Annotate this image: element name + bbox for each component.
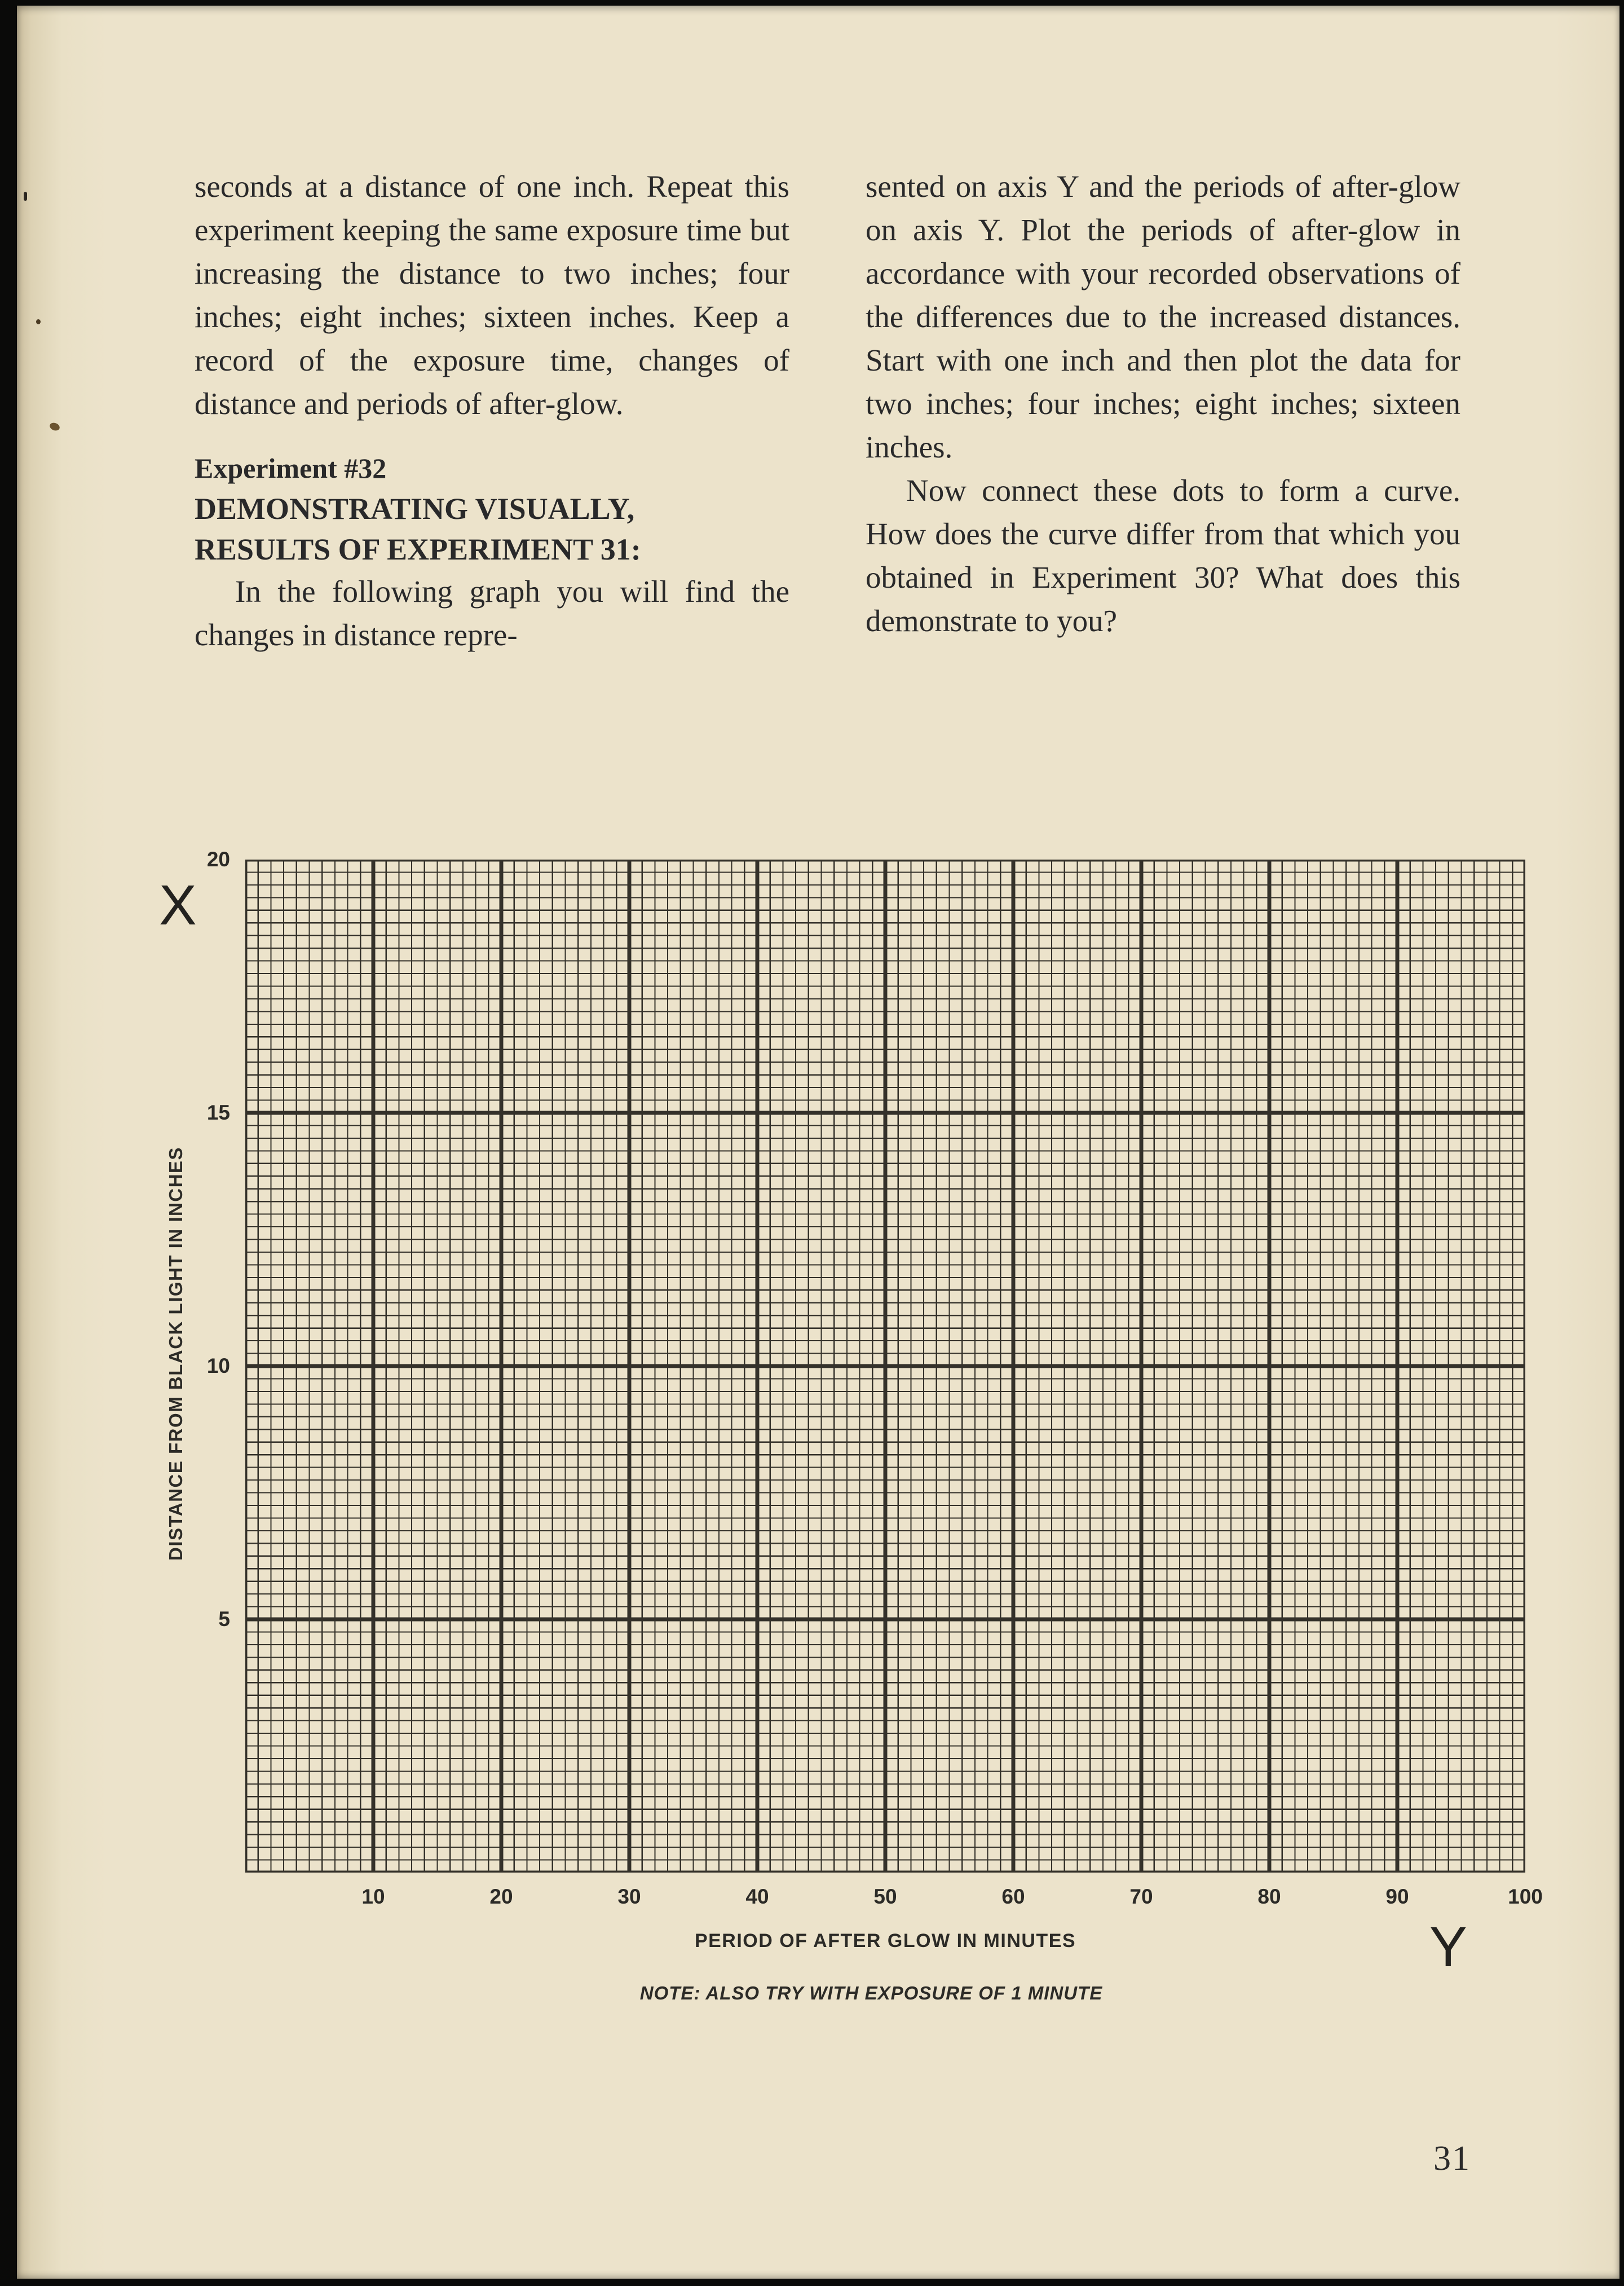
x-tick-label: 90 xyxy=(1385,1885,1409,1908)
axis-letter-y: Y xyxy=(1429,1915,1467,1979)
x-tick-label: 40 xyxy=(745,1885,769,1908)
graph-note: NOTE: ALSO TRY WITH EXPOSURE OF 1 MINUTE xyxy=(639,1983,1103,2003)
experiment-heading: Experiment #32 xyxy=(195,452,387,484)
paragraph: In the following graph you will find the changes in distance repre- xyxy=(195,574,789,652)
paragraph: seconds at a distance of one inch. Repeat this experiment keeping the same exposure time but increasing the distance to two inches; four inches; eight inches; sixteen inches. Keep a record of the exposure time, changes of distance and periods of after-glow. xyxy=(195,169,789,421)
y-tick-label: 5 xyxy=(218,1607,230,1631)
x-axis-title: PERIOD OF AFTER GLOW IN MINUTES xyxy=(694,1930,1076,1952)
x-tick-label: 70 xyxy=(1129,1885,1153,1908)
y-tick-label: 15 xyxy=(206,1101,230,1124)
x-tick-label: 100 xyxy=(1508,1885,1543,1908)
x-tick-label: 20 xyxy=(489,1885,513,1908)
graph-grid xyxy=(245,860,1525,1873)
x-tick-label: 60 xyxy=(1001,1885,1025,1908)
y-tick-label: 10 xyxy=(206,1354,230,1377)
page-number: 31 xyxy=(1433,2139,1471,2178)
y-axis-title: DISTANCE FROM BLACK LIGHT IN INCHES xyxy=(165,1147,186,1561)
axis-letter-x: X xyxy=(159,874,197,937)
x-tick-label: 50 xyxy=(873,1885,897,1908)
graph-figure xyxy=(17,6,1619,2279)
heading-line: RESULTS OF EXPERIMENT 31: xyxy=(195,532,641,566)
paragraph: Now connect these dots to form a curve. How does the curve differ from that which you obtained in Experiment 30? What does this demonstrate to you? xyxy=(866,473,1460,638)
heading-line: DEMONSTRATING VISUALLY, xyxy=(195,492,635,526)
y-tick-label: 20 xyxy=(206,848,230,871)
paragraph: sented on axis Y and the periods of after-glow on axis Y. Plot the periods of after-glow in accordance with your recorded observations of the differences due to the increased distances. Start with one inch and then plot the data for two inches; four inches; eight inches; sixteen inches. xyxy=(866,169,1460,464)
x-tick-label: 30 xyxy=(617,1885,641,1908)
x-tick-label: 80 xyxy=(1257,1885,1281,1908)
paper-page xyxy=(17,6,1619,2279)
x-tick-label: 10 xyxy=(361,1885,385,1908)
